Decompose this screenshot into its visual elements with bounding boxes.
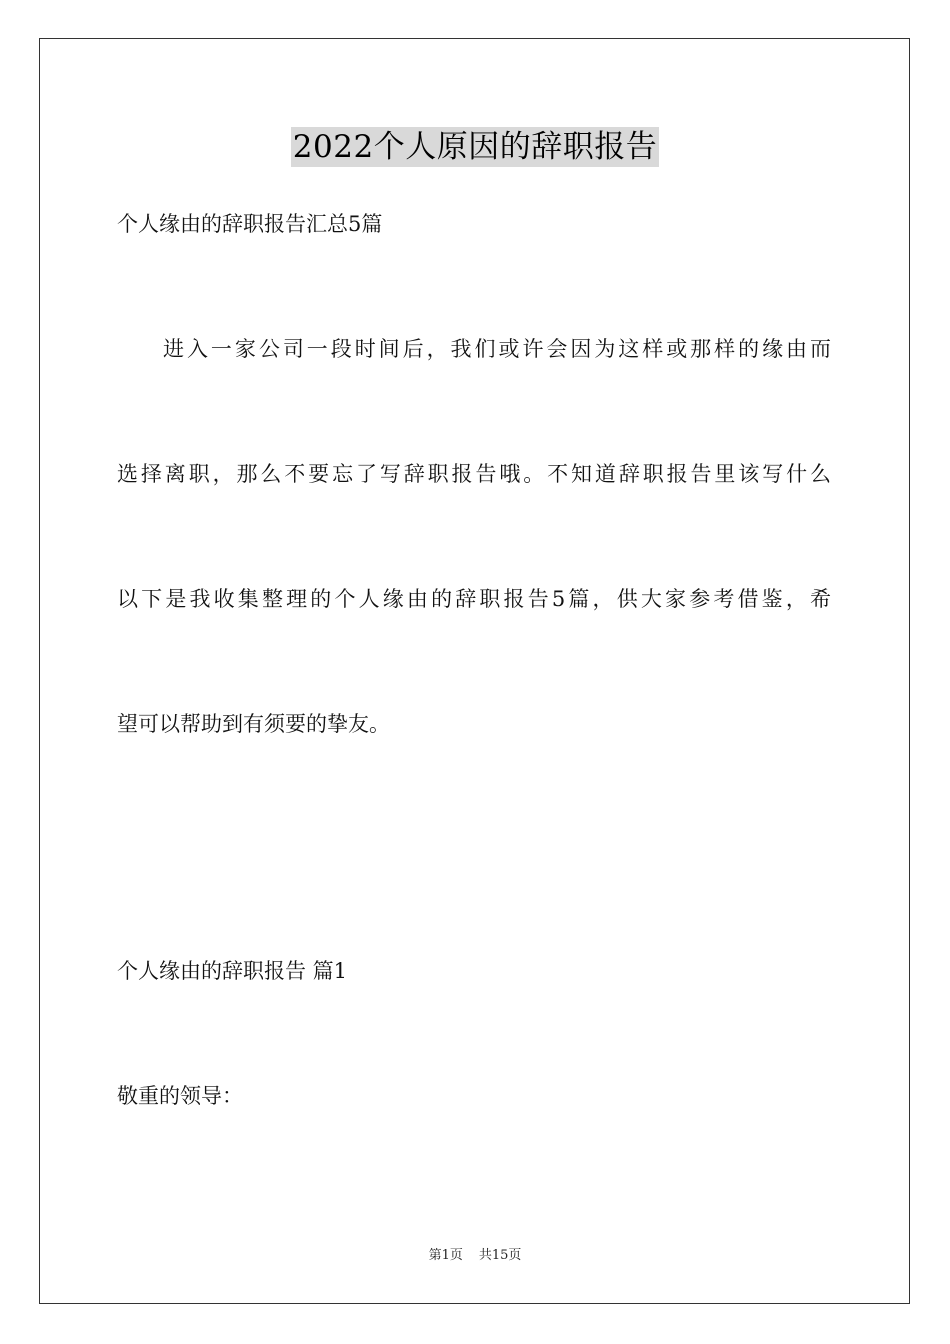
salutation: 敬重的领导：: [117, 1084, 243, 1108]
intro-paragraph-line-4: 望可以帮助到有须要的挚友。: [117, 712, 390, 736]
intro-paragraph-line-2: 选择离职，那么不要忘了写辞职报告哦。不知道辞职报告里该写什么: [117, 462, 831, 486]
title-container: [0, 127, 950, 167]
page-total: 共15页: [478, 1248, 522, 1263]
intro-paragraph-line-1: 进入一家公司一段时间后，我们或许会因为这样或那样的缘由而: [163, 337, 831, 361]
section-heading: 个人缘由的辞职报告 篇1: [117, 959, 348, 983]
page-footer: [0, 1247, 950, 1265]
document-title: 2022个人原因的辞职报告: [292, 129, 658, 165]
intro-paragraph-line-3: 以下是我收集整理的个人缘由的辞职报告5篇，供大家参考借鉴，希: [117, 587, 831, 611]
page-number: 第1页: [428, 1248, 463, 1263]
document-subtitle: 个人缘由的辞职报告汇总5篇: [117, 212, 383, 236]
